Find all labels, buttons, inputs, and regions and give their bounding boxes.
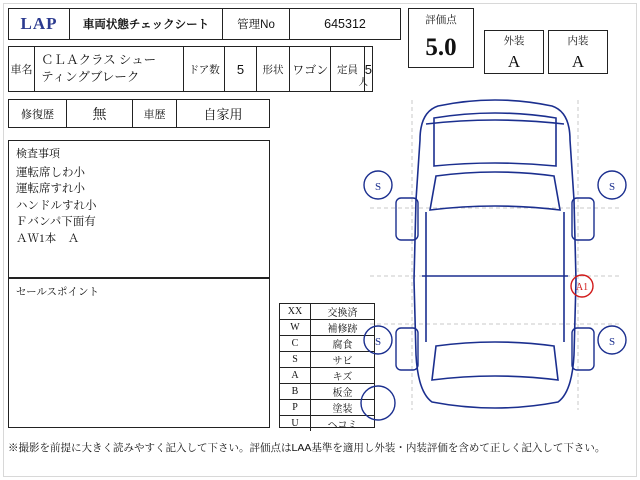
- mark-label: S: [374, 336, 382, 348]
- inspection-list: [16, 165, 262, 248]
- legend-text: キズ: [332, 372, 353, 383]
- car-body: [414, 100, 576, 408]
- exterior-box: [484, 30, 544, 74]
- repair-history-label: 修復歴: [9, 100, 67, 127]
- list-item: 運転席すれ小: [16, 183, 85, 195]
- car-outline-svg: [360, 80, 630, 430]
- grade-box: [408, 8, 474, 68]
- mark-label: S: [374, 181, 382, 193]
- seats-number: 5: [364, 61, 372, 77]
- seats-unit: 人: [358, 77, 368, 88]
- spare-tire-circle: [361, 386, 395, 420]
- exterior-label: 外装: [503, 35, 525, 47]
- legend-text: 塗装: [332, 404, 353, 415]
- car-name-label: 車名: [9, 47, 35, 91]
- legend-text: ヘコミ: [327, 420, 358, 431]
- legend-text: 板金: [332, 388, 353, 399]
- management-no-value: 645312: [290, 8, 401, 40]
- legend-text: 補修跡: [327, 324, 358, 335]
- interior-label: 内装: [567, 35, 589, 47]
- usage-history-value: 自家用: [203, 107, 243, 122]
- legend-code: C: [280, 336, 311, 351]
- vehicle-info-row: [8, 46, 373, 92]
- history-row: [8, 99, 270, 128]
- list-item: ハンドルすれ小: [16, 199, 97, 212]
- shape-value: ワゴン: [290, 47, 331, 91]
- doors-label: ドア数: [184, 47, 225, 91]
- sales-point-caption: セールスポイント: [16, 286, 100, 298]
- legend-text: 交換済: [327, 308, 358, 319]
- grade-label: 評価点: [425, 13, 457, 26]
- mark-label: S: [608, 181, 616, 193]
- usage-history-label: 車歴: [133, 100, 177, 127]
- shape-label: 形状: [257, 47, 291, 91]
- legend-text: サビ: [332, 356, 353, 367]
- page-title: 車両状態チェックシート: [69, 8, 223, 40]
- list-item: Ｆバンパ下面有: [16, 216, 96, 228]
- legend-code: XX: [280, 304, 311, 319]
- car-name-value: [35, 47, 184, 91]
- mark-label: S: [608, 336, 616, 348]
- list-item: ＡＷ1本 Ａ: [16, 232, 80, 245]
- sales-point-box: [8, 278, 270, 428]
- interior-box: [548, 30, 608, 74]
- legend-code: B: [280, 384, 311, 399]
- list-item: 運転席しわ小: [16, 166, 85, 179]
- footer-note: ※撮影を前提に大きく読みやすく記入して下さい。評価点はLAA基準を適用し外装・内装評価を含めて正しく記入して下さい。: [8, 442, 606, 454]
- doors-value: 5: [225, 47, 257, 91]
- exterior-value: A: [507, 52, 521, 71]
- interior-value: A: [571, 52, 585, 71]
- legend-text: 腐食: [332, 340, 353, 351]
- legend-code: P: [280, 400, 311, 415]
- car-name-line1: ＣＬＡクラス シュー: [41, 53, 157, 67]
- management-no-label: 管理No: [223, 8, 290, 40]
- reference-lines: [370, 100, 620, 410]
- inspection-box: [8, 140, 270, 278]
- repair-history-value: 無: [67, 100, 133, 127]
- legend-code: A: [280, 368, 311, 383]
- car-name-line2: ティングブレーク: [41, 70, 140, 84]
- legend-code: U: [280, 416, 311, 431]
- legend-code: S: [280, 352, 311, 367]
- legend-code: W: [280, 320, 311, 335]
- mark-label-alert: A1: [575, 282, 589, 293]
- vehicle-diagram: [360, 80, 630, 430]
- seats-label: 定員: [331, 47, 365, 91]
- lap-logo: LAP: [8, 8, 69, 40]
- inspection-caption: 検査事項: [16, 148, 60, 160]
- grade-value: 5.0: [425, 34, 457, 61]
